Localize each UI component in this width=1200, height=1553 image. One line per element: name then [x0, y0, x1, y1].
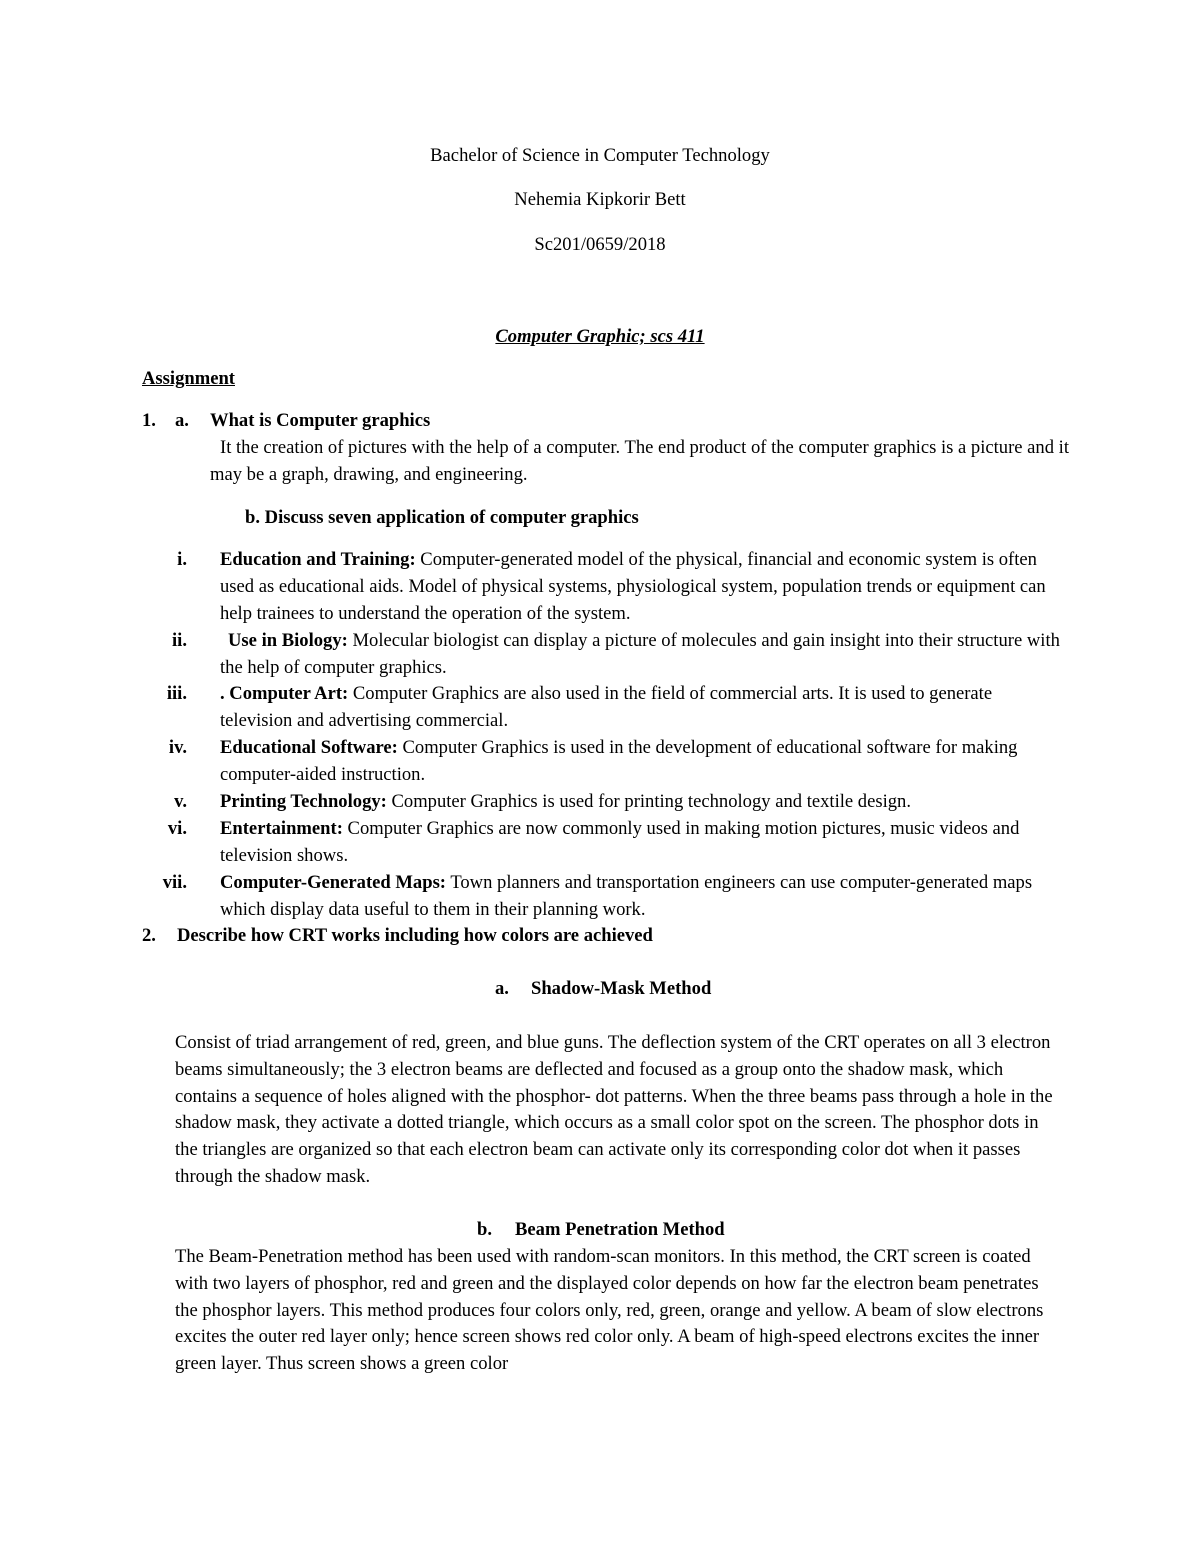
- list-item-number: iv.: [168, 737, 187, 758]
- list-item-title: . Computer Art:: [220, 683, 349, 704]
- list-item-number: v.: [174, 791, 187, 812]
- list-item-body: [220, 628, 1065, 682]
- q2-question: Describe how CRT works including how colors are achieved: [177, 925, 653, 946]
- list-item-number: vii.: [162, 872, 187, 893]
- list-item-text: Computer-generated model of the physical, financial and economic system is often used as educational aids. Model of physical systems, physiological system, population trends or equipment can help trainees to understand the operation of the system.: [220, 549, 1046, 624]
- q2b-paragraph: The Beam-Penetration method has been used with random-scan monitors. In this method, the CRT screen is coated with two layers of phosphor, red and green and the displayed color depends on how far the electron beam penetrates the phosphor layers. This method produces four colors only, red, green, orange and yellow. A beam of slow electrons excites the outer red layer only; hence screen shows red color only. A beam of high-speed electrons excites the inner green layer. Thus screen shows a green color: [175, 1246, 1044, 1375]
- list-item-body: [220, 735, 1065, 789]
- list-item-text: Molecular biologist can display a picture of molecules and gain insight into their structure with the help of computer graphics.: [220, 630, 1060, 678]
- registration-number: Sc201/0659/2018: [534, 234, 666, 255]
- assignment-heading: Assignment: [142, 368, 235, 389]
- list-item-text: Town planners and transportation engineers can use computer-generated maps which display data useful to them in their planning work.: [220, 872, 1033, 920]
- list-item-title: Printing Technology:: [220, 791, 387, 812]
- q2b-letter: b.: [477, 1219, 492, 1240]
- course-title: Computer Graphic; scs 411: [495, 326, 705, 347]
- list-item-body: [220, 816, 1065, 870]
- list-item-body: [220, 870, 1065, 924]
- q1-number: 1.: [142, 410, 156, 431]
- list-item-title: Computer-Generated Maps:: [220, 872, 447, 893]
- list-item-text: Computer Graphics are also used in the field of commercial arts. It is used to generate television and advertising commercial.: [220, 683, 993, 731]
- list-item-body: [220, 547, 1065, 627]
- q1a-letter: a.: [175, 410, 189, 431]
- list-item-title: Entertainment:: [220, 818, 343, 839]
- list-item-number: vi.: [167, 818, 187, 839]
- list-item-number: ii.: [172, 630, 187, 651]
- list-item-text: Computer Graphics are now commonly used in making motion pictures, music videos and television shows.: [220, 818, 1020, 866]
- q2-number: 2.: [142, 925, 156, 946]
- q2a-title: Shadow-Mask Method: [531, 978, 712, 999]
- q1a-answer: It the creation of pictures with the help of a computer. The end product of the computer graphics is a picture and it may be a graph, drawing, and engineering.: [210, 437, 1070, 485]
- list-item-number: i.: [177, 549, 187, 570]
- list-item-title: Educational Software:: [220, 737, 398, 758]
- q2b-title: Beam Penetration Method: [515, 1219, 725, 1240]
- list-item-text: Computer Graphics is used for printing technology and textile design.: [386, 791, 911, 812]
- degree-title: Bachelor of Science in Computer Technology: [430, 145, 770, 166]
- q2a-paragraph: Consist of triad arrangement of red, green, and blue guns. The deflection system of the CRT operates on all 3 electron beams simultaneously; the 3 electron beams are deflected and focused as a group onto the shadow mask, which contains a sequence of holes aligned with the phosphor- dot patterns. When the three beams pass through a hole in the shadow mask, they activate a dotted triangle, which occurs as a small color spot on the screen. The phosphor dots in the triangles are organized so that each electron beam can activate only its corresponding color dot when it passes through the shadow mask.: [175, 1032, 1053, 1187]
- list-item-title: Use in Biology:: [228, 630, 348, 651]
- q1b-heading: b. Discuss seven application of computer graphics: [245, 507, 639, 528]
- list-item-text: Computer Graphics is used in the development of educational software for making computer-aided instruction.: [220, 737, 1018, 785]
- list-item-title: Education and Training:: [220, 549, 416, 570]
- q1a-question: What is Computer graphics: [210, 410, 431, 431]
- list-item-body: [220, 681, 1065, 735]
- q2a-letter: a.: [495, 978, 509, 999]
- list-item-number: iii.: [166, 683, 187, 704]
- list-item-body: [220, 789, 1065, 816]
- student-name: Nehemia Kipkorir Bett: [514, 189, 686, 210]
